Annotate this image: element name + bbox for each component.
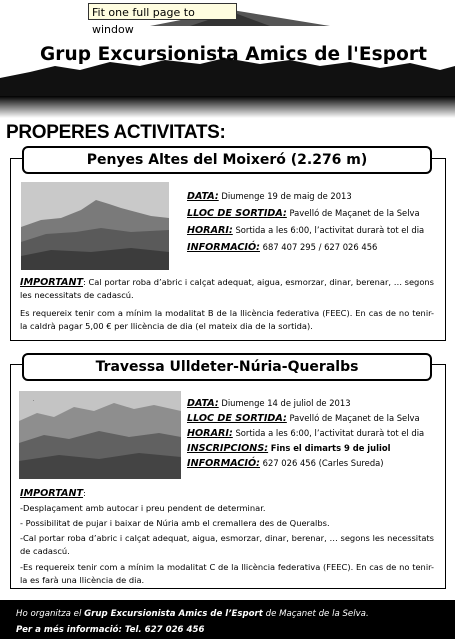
footer-line-1: [16, 609, 369, 619]
organization-title: Grup Excursionista Amics de l'Esport: [40, 44, 428, 65]
info-value: 627 026 456 (Carles Sureda): [262, 458, 384, 468]
footer-suffix: de Maçanet de la Selva.: [262, 609, 369, 619]
fit-page-tooltip: Fit one full page to window: [88, 3, 237, 20]
activity-title-1: Penyes Altes del Moixeró (2.276 m): [22, 146, 432, 174]
date-label: DATA:: [187, 398, 219, 409]
activity-note-1: Es requereix tenir com a mínim la modalitat B de la llicència federativa (FEEC). En cas de no tenir-la caldrà pagar 5,00 € per llicència de dia (el mateix dia de la sortida).: [20, 308, 434, 331]
activity-important-1: [20, 276, 434, 302]
bullet-item: -Desplaçament amb autocar i preu pendent de determinar.: [20, 503, 266, 513]
info-label: INFORMACIÓ:: [187, 242, 260, 253]
bullet-item: -Es requereix tenir com a mínim la modalitat C de la llicència federativa (FEEC). En cas de no tenir-la es farà una llicència de dia.: [20, 562, 434, 585]
schedule-label: HORARI:: [187, 428, 233, 439]
important-label: IMPORTANT: [20, 488, 84, 499]
place-label: LLOC DE SORTIDA:: [187, 413, 287, 424]
info-label: INFORMACIÓ:: [187, 458, 260, 469]
activity-photo-2: [19, 391, 181, 479]
activity-info-1: [187, 188, 424, 256]
place-value: Pavelló de Maçanet de la Selva: [289, 208, 420, 218]
bullet-item: - Possibilitat de pujar i baixar de Núria amb el cremallera des de Queralbs.: [20, 518, 330, 528]
inscriptions-value: Fins el dimarts 9 de juliol: [270, 443, 391, 453]
activity-important-2: [20, 487, 434, 500]
date-label: DATA:: [187, 191, 219, 202]
footer-bar: [0, 600, 455, 639]
inscriptions-label: INSCRIPCIONS:: [187, 443, 269, 454]
schedule-label: HORARI:: [187, 225, 233, 236]
footer-line-2: Per a més informació: Tel. 627 026 456: [16, 625, 205, 635]
date-value: Diumenge 14 de juliol de 2013: [221, 398, 351, 408]
footer-prefix: Ho organitza el: [16, 609, 85, 619]
activity-photo-1: [21, 182, 169, 270]
footer-org: Grup Excursionista Amics de l’Esport: [84, 609, 263, 619]
important-label: IMPORTANT: [20, 277, 84, 288]
important-text: : Cal portar roba d’abric i calçat adequat, aigua, esmorzar, dinar, berenar, … segons les necessitats de cadascú.: [20, 277, 434, 300]
schedule-value: Sortida a les 6:00, l’activitat durarà tot el dia: [235, 428, 425, 438]
bullet-item: -Cal portar roba d’abric i calçat adequat, aigua, esmorzar, dinar, berenar, … segons les necessitats de cadascú.: [20, 533, 434, 556]
place-value: Pavelló de Maçanet de la Selva: [289, 413, 420, 423]
place-label: LLOC DE SORTIDA:: [187, 208, 287, 219]
section-title: PROPERES ACTIVITATS:: [6, 122, 226, 143]
important-colon: :: [83, 488, 86, 498]
date-value: Diumenge 19 de maig de 2013: [221, 191, 352, 201]
schedule-value: Sortida a les 6:00, l’activitat durarà tot el dia: [235, 225, 425, 235]
info-value: 687 407 295 / 627 026 456: [262, 242, 378, 252]
activity-info-2: [187, 396, 424, 471]
svg-text:·: ·: [33, 399, 35, 404]
activity-title-2: Travessa Ulldeter-Núria-Queralbs: [22, 353, 432, 381]
